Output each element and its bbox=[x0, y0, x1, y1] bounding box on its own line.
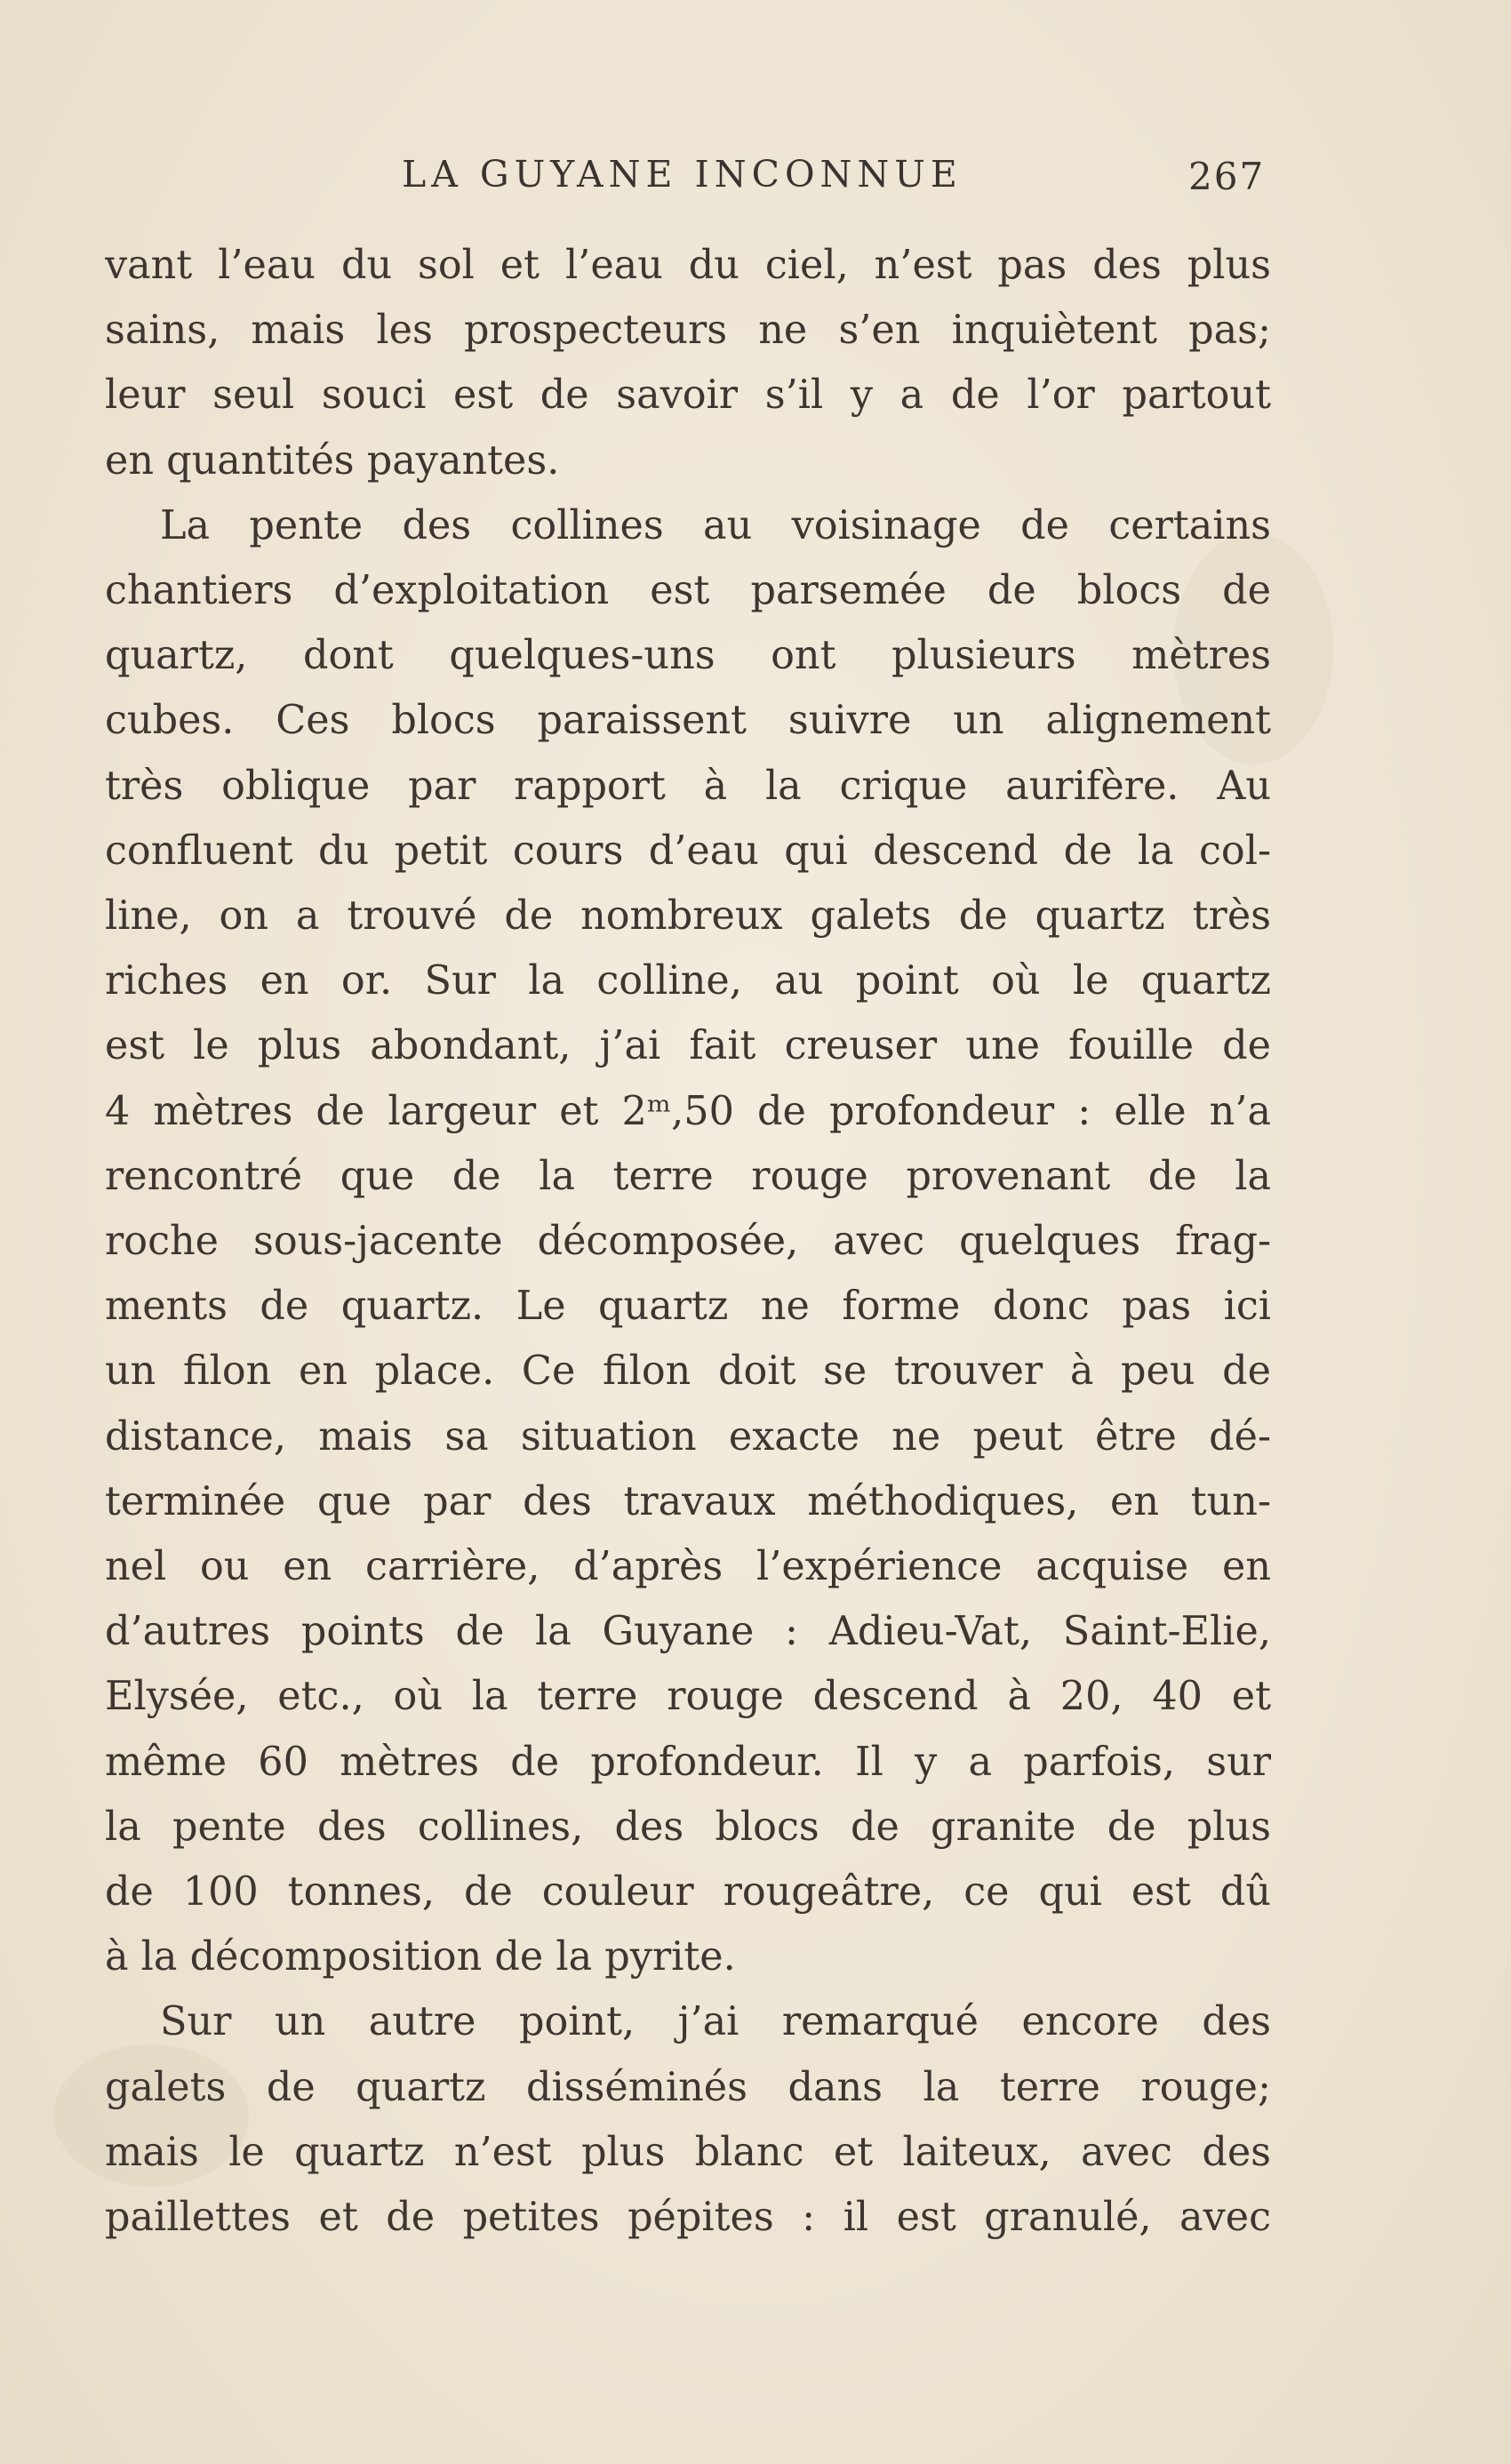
running-title: LA GUYANE INCONNUE bbox=[402, 153, 963, 196]
body-text bbox=[105, 233, 1271, 2250]
text-line: d’autres points de la Guyane : Adieu-Vat, Saint-Elie, bbox=[105, 1609, 1271, 1655]
text-line: galets de quartz disséminés dans la terre rouge; bbox=[105, 2064, 1271, 2110]
text-line: Sur un autre point, j’ai remarqué encore des bbox=[160, 1999, 1271, 2045]
text-line: ments de quartz. Le quartz ne forme donc pas ici bbox=[105, 1284, 1271, 1330]
text-line: à la décomposition de la pyrite. bbox=[105, 1934, 736, 1980]
text-line: roche sous-jacente décomposée, avec quelques frag- bbox=[105, 1219, 1271, 1265]
page-number: 267 bbox=[1188, 155, 1266, 198]
text-line: cubes. Ces blocs paraissent suivre un alignement bbox=[105, 698, 1271, 744]
text-line: line, on a trouvé de nombreux galets de quartz très bbox=[105, 893, 1271, 940]
text-line: Elysée, etc., où la terre rouge descend à 20, 40 et bbox=[105, 1674, 1271, 1720]
text-line: chantiers d’exploitation est parsemée de blocs de bbox=[105, 568, 1271, 614]
text-line: un filon en place. Ce filon doit se trouver à peu de bbox=[105, 1348, 1271, 1395]
text-line: riches en or. Sur la colline, au point où le quartz bbox=[105, 958, 1271, 1004]
text-line: vant l’eau du sol et l’eau du ciel, n’est pas des plus bbox=[105, 243, 1271, 288]
text-line: confluent du petit cours d’eau qui descend de la col- bbox=[105, 828, 1271, 874]
text-line: leur seul souci est de savoir s’il y a de l’or partout bbox=[105, 372, 1271, 419]
text-line: de 100 tonnes, de couleur rougeâtre, ce qui est dû bbox=[105, 1869, 1271, 1916]
text-line: très oblique par rapport à la crique aurifère. Au bbox=[105, 763, 1271, 809]
text-line: 4 mètres de largeur et 2ᵐ,50 de profondeur : elle n’a bbox=[105, 1088, 1271, 1134]
text-line: distance, mais sa situation exacte ne peut être dé- bbox=[105, 1413, 1271, 1460]
text-line: en quantités payantes. bbox=[105, 437, 560, 484]
text-line: la pente des collines, des blocs de granite de plus bbox=[105, 1804, 1271, 1850]
text-line: est le plus abondant, j’ai fait creuser une fouille de bbox=[105, 1023, 1271, 1069]
text-line: paillettes et de petites pépites : il est granulé, avec bbox=[105, 2195, 1271, 2241]
text-line: mais le quartz n’est plus blanc et laiteux, avec des bbox=[105, 2129, 1271, 2175]
text-line: même 60 mètres de profondeur. Il y a parfois, sur bbox=[105, 1739, 1271, 1785]
text-line: terminée que par des travaux méthodiques, en tun- bbox=[105, 1478, 1271, 1524]
text-line: nel ou en carrière, d’après l’expérience acquise en bbox=[105, 1544, 1271, 1590]
text-line: La pente des collines au voisinage de certains bbox=[160, 502, 1271, 548]
text-line: rencontré que de la terre rouge provenant de la bbox=[105, 1153, 1271, 1199]
text-line: sains, mais les prospecteurs ne s’en inquiètent pas; bbox=[105, 308, 1271, 354]
text-line: quartz, dont quelques-uns ont plusieurs mètres bbox=[105, 633, 1271, 679]
